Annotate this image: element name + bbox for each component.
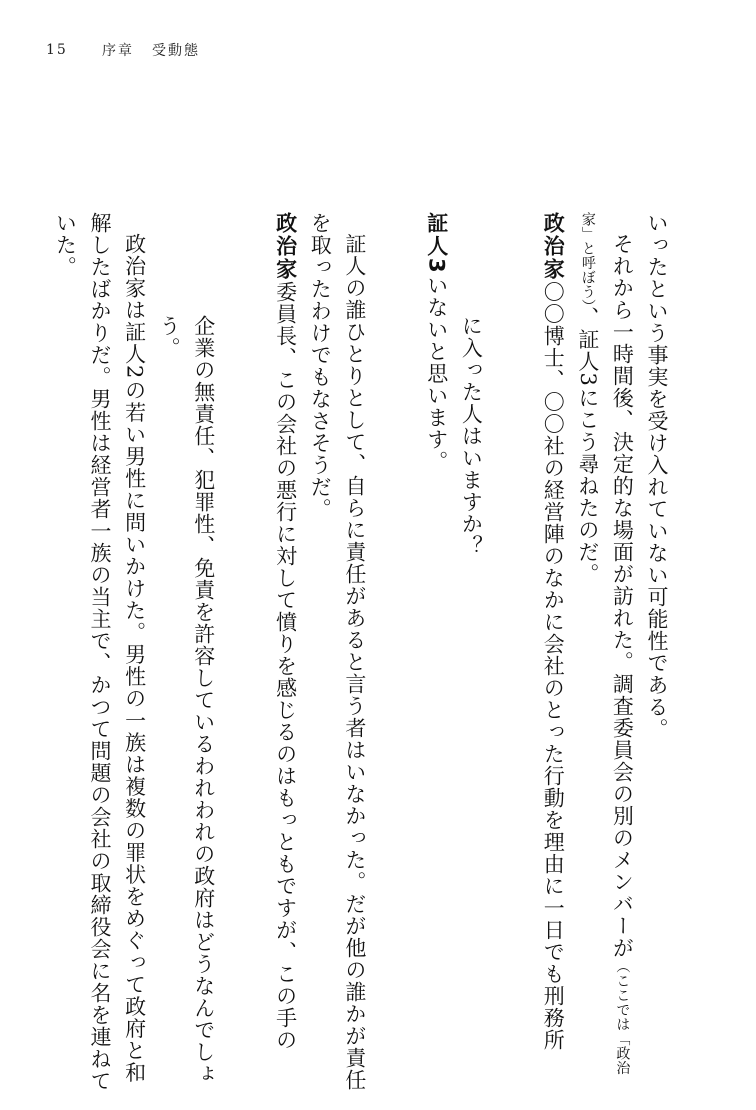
speaker-label: 証人3 — [424, 212, 449, 275]
speech-text: 〇〇博士、〇〇社の経営陣のなかに会社のとった行動を理由に一日でも刑務所 — [541, 281, 566, 1051]
dialogue-continuation — [186, 212, 221, 1092]
vertical-text-body — [53, 212, 674, 1092]
speech-text: に入った人はいますか？ — [459, 314, 484, 557]
paragraph-text: 政治家は証人2の若い男性に問いかけた。男性の一族は複数の罪状をめぐって政府と和解したばかりだ。男性は経営者一族の当主で、かつて問題の会社の取締役会に名を連ねていた。 — [53, 212, 147, 1092]
dialogue-entry — [488, 212, 570, 1092]
speech-text: う。 — [157, 314, 182, 359]
chapter-title: 受動態 — [152, 43, 200, 59]
paragraph-text: 、証人3にこう尋ねたのだ。 — [575, 306, 600, 585]
chapter-label: 序章 — [102, 43, 134, 59]
paragraph — [639, 212, 674, 1092]
dialogue-continuation — [454, 212, 489, 1092]
parenthetical-note: （ここでは「政治家」と呼ぼう） — [579, 212, 631, 1075]
page-number: 15 — [46, 42, 68, 58]
paragraph — [570, 212, 639, 1092]
speech-text: 委員長、この会社の悪行に対して憤りを感じるのはもっともですが、この手の — [273, 281, 298, 1051]
paragraph — [48, 212, 152, 1092]
dialogue-entry — [372, 212, 454, 1092]
dialogue-entry — [221, 212, 303, 1092]
speaker-label: 政治家 — [541, 212, 566, 281]
speech-text: 企業の無責任、犯罪性、免責を許容しているわれわれの政府はどうなんでしょ — [191, 314, 216, 1085]
paragraph — [303, 212, 372, 1092]
paragraph-text: 証人の誰ひとりとして、自らに責任があると言う者はいなかった。だが他の誰かが責任を取ったわけでもなさそうだ。 — [308, 212, 367, 1091]
paragraph-text: それから一時間後、決定的な場面が訪れた。調査委員会の別のメンバーが — [610, 233, 635, 959]
speech-text: いないと思います。 — [424, 274, 449, 473]
dialogue-continuation — [152, 212, 187, 1092]
running-header — [46, 40, 200, 60]
speaker-label: 政治家 — [273, 212, 298, 281]
paragraph-text: いったという事実を受け入れていない可能性である。 — [645, 212, 669, 740]
